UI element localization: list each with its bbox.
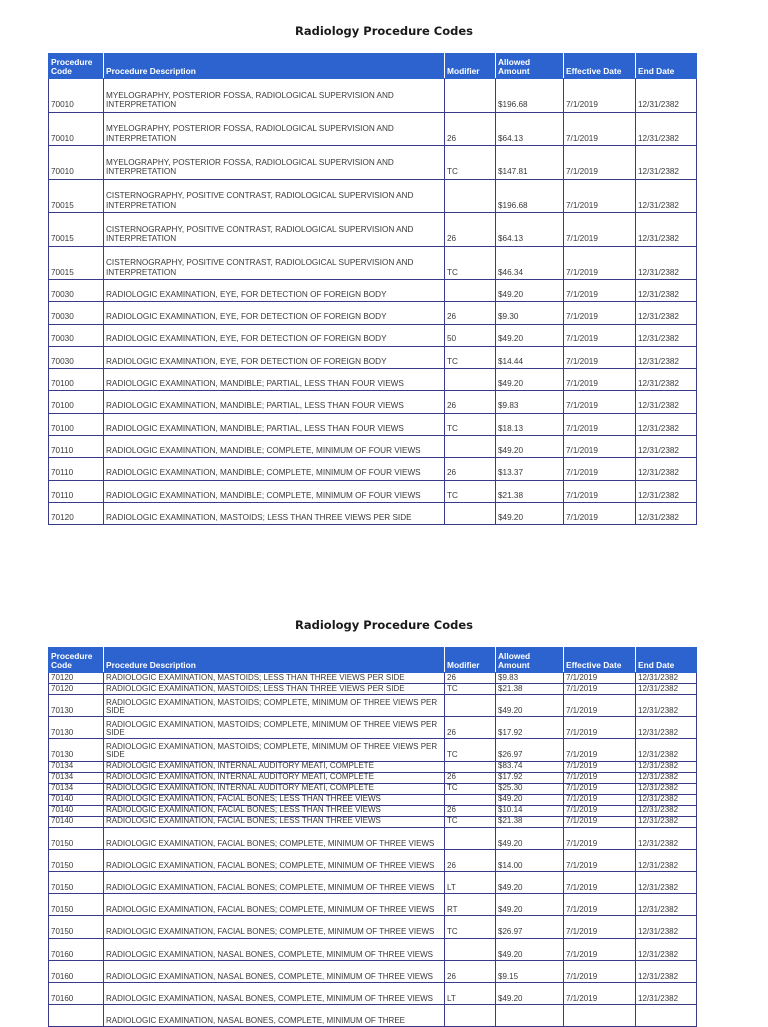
table-row xyxy=(49,960,697,982)
cell-allowed-amount: $9.83 xyxy=(496,673,564,684)
cell-effective-date: 7/1/2019 xyxy=(564,695,636,717)
table-row xyxy=(49,982,697,1004)
cell-end-date: 12/31/2382 xyxy=(636,502,697,524)
cell-end-date: 12/31/2382 xyxy=(636,324,697,346)
cell-effective-date: 7/1/2019 xyxy=(564,213,636,247)
cell-procedure-code: 70015 xyxy=(49,213,104,247)
cell-effective-date: 7/1/2019 xyxy=(564,816,636,827)
cell-modifier: 26 xyxy=(445,960,496,982)
cell-end-date: 12/31/2382 xyxy=(636,938,697,960)
cell-allowed-amount: $9.83 xyxy=(496,391,564,413)
cell-allowed-amount: $49.20 xyxy=(496,502,564,524)
cell-modifier: RT xyxy=(445,894,496,916)
cell-modifier: 26 xyxy=(445,673,496,684)
table-row xyxy=(49,849,697,871)
cell-procedure-description: RADIOLOGIC EXAMINATION, NASAL BONES, COMPLETE, MINIMUM OF THREE VIEWS xyxy=(104,960,445,982)
cell-effective-date: 7/1/2019 xyxy=(564,673,636,684)
cell-effective-date: 7/1/2019 xyxy=(564,179,636,213)
cell-procedure-code: 70134 xyxy=(49,772,104,783)
cell-modifier: TC xyxy=(445,413,496,435)
cell-procedure-code: 70030 xyxy=(49,346,104,368)
table-row xyxy=(49,827,697,849)
cell-procedure-description: MYELOGRAPHY, POSTERIOR FOSSA, RADIOLOGICAL SUPERVISION AND INTERPRETATION xyxy=(104,146,445,180)
cell-effective-date: 7/1/2019 xyxy=(564,805,636,816)
cell-modifier xyxy=(445,179,496,213)
table-row xyxy=(49,324,697,346)
cell-modifier: 26 xyxy=(445,717,496,739)
cell-effective-date: 7/1/2019 xyxy=(564,794,636,805)
cell-allowed-amount: $25.30 xyxy=(496,783,564,794)
cell-procedure-code: 70015 xyxy=(49,179,104,213)
cell-allowed-amount: $46.34 xyxy=(496,246,564,280)
cell-end-date: 12/31/2382 xyxy=(636,783,697,794)
cell-allowed-amount: $21.38 xyxy=(496,480,564,502)
cell-allowed-amount: $49.20 xyxy=(496,436,564,458)
cell-procedure-code: 70030 xyxy=(49,302,104,324)
cell-modifier xyxy=(445,280,496,302)
cell-modifier xyxy=(445,1005,496,1027)
cell-effective-date: 7/1/2019 xyxy=(564,480,636,502)
cell-procedure-description: RADIOLOGIC EXAMINATION, MASTOIDS; LESS THAN THREE VIEWS PER SIDE xyxy=(104,673,445,684)
cell-effective-date: 7/1/2019 xyxy=(564,146,636,180)
cell-end-date: 12/31/2382 xyxy=(636,871,697,893)
header-effective-date: Effective Date xyxy=(564,648,636,673)
cell-end-date: 12/31/2382 xyxy=(636,772,697,783)
cell-effective-date: 7/1/2019 xyxy=(564,246,636,280)
page-title: Radiology Procedure Codes xyxy=(295,618,473,632)
cell-effective-date: 7/1/2019 xyxy=(564,458,636,480)
cell-procedure-code: 70150 xyxy=(49,849,104,871)
cell-modifier xyxy=(445,436,496,458)
table-row xyxy=(49,246,697,280)
cell-procedure-code: 70120 xyxy=(49,673,104,684)
cell-effective-date: 7/1/2019 xyxy=(564,369,636,391)
cell-end-date: 12/31/2382 xyxy=(636,179,697,213)
table-row xyxy=(49,938,697,960)
cell-procedure-description: RADIOLOGIC EXAMINATION, MASTOIDS; COMPLETE, MINIMUM OF THREE VIEWS PER SIDE xyxy=(104,717,445,739)
cell-modifier: 26 xyxy=(445,391,496,413)
cell-allowed-amount: $10.14 xyxy=(496,805,564,816)
cell-procedure-code: 70110 xyxy=(49,458,104,480)
cell-allowed-amount: $49.20 xyxy=(496,938,564,960)
cell-procedure-description: RADIOLOGIC EXAMINATION, FACIAL BONES; COMPLETE, MINIMUM OF THREE VIEWS xyxy=(104,849,445,871)
cell-effective-date: 7/1/2019 xyxy=(564,79,636,113)
cell-effective-date: 7/1/2019 xyxy=(564,761,636,772)
cell-procedure-description: RADIOLOGIC EXAMINATION, MANDIBLE; COMPLETE, MINIMUM OF FOUR VIEWS xyxy=(104,480,445,502)
cell-modifier: TC xyxy=(445,739,496,761)
table-row xyxy=(49,673,697,684)
table-row xyxy=(49,79,697,113)
cell-effective-date: 7/1/2019 xyxy=(564,916,636,938)
cell-end-date: 12/31/2382 xyxy=(636,827,697,849)
cell-modifier: TC xyxy=(445,916,496,938)
cell-effective-date: 7/1/2019 xyxy=(564,982,636,1004)
cell-effective-date: 7/1/2019 xyxy=(564,783,636,794)
cell-allowed-amount: $64.13 xyxy=(496,213,564,247)
cell-modifier xyxy=(445,695,496,717)
cell-modifier: 26 xyxy=(445,458,496,480)
table-row xyxy=(49,280,697,302)
cell-end-date: 12/31/2382 xyxy=(636,302,697,324)
table-row xyxy=(49,894,697,916)
header-procedure-code: Procedure Code xyxy=(49,54,104,79)
cell-end-date: 12/31/2382 xyxy=(636,916,697,938)
cell-procedure-description: RADIOLOGIC EXAMINATION, MANDIBLE; COMPLETE, MINIMUM OF FOUR VIEWS xyxy=(104,436,445,458)
cell-allowed-amount: $13.37 xyxy=(496,458,564,480)
cell-modifier: 26 xyxy=(445,302,496,324)
table-row xyxy=(49,302,697,324)
cell-modifier: TC xyxy=(445,783,496,794)
cell-end-date: 12/31/2382 xyxy=(636,391,697,413)
cell-procedure-description: RADIOLOGIC EXAMINATION, MASTOIDS; LESS THAN THREE VIEWS PER SIDE xyxy=(104,684,445,695)
table-row xyxy=(49,346,697,368)
cell-end-date: 12/31/2382 xyxy=(636,246,697,280)
cell-procedure-description: CISTERNOGRAPHY, POSITIVE CONTRAST, RADIOLOGICAL SUPERVISION AND INTERPRETATION xyxy=(104,246,445,280)
cell-effective-date: 7/1/2019 xyxy=(564,112,636,146)
cell-procedure-code: 70160 xyxy=(49,982,104,1004)
cell-effective-date: 7/1/2019 xyxy=(564,938,636,960)
cell-effective-date: 7/1/2019 xyxy=(564,346,636,368)
cell-allowed-amount: $83.74 xyxy=(496,761,564,772)
cell-procedure-description: RADIOLOGIC EXAMINATION, EYE, FOR DETECTION OF FOREIGN BODY xyxy=(104,280,445,302)
cell-procedure-description: RADIOLOGIC EXAMINATION, INTERNAL AUDITORY MEATI, COMPLETE xyxy=(104,772,445,783)
cell-procedure-description: RADIOLOGIC EXAMINATION, MANDIBLE; PARTIAL, LESS THAN FOUR VIEWS xyxy=(104,369,445,391)
header-allowed-amount: Allowed Amount xyxy=(496,648,564,673)
table-row xyxy=(49,213,697,247)
cell-modifier xyxy=(445,827,496,849)
cell-modifier: 26 xyxy=(445,805,496,816)
cell-procedure-code: 70140 xyxy=(49,794,104,805)
cell-allowed-amount: $17.92 xyxy=(496,717,564,739)
cell-effective-date: 7/1/2019 xyxy=(564,849,636,871)
cell-procedure-code: 70150 xyxy=(49,916,104,938)
table-row xyxy=(49,1005,697,1027)
cell-effective-date: 7/1/2019 xyxy=(564,302,636,324)
cell-procedure-code: 70110 xyxy=(49,480,104,502)
cell-effective-date: 7/1/2019 xyxy=(564,436,636,458)
cell-allowed-amount: $196.68 xyxy=(496,79,564,113)
cell-end-date: 12/31/2382 xyxy=(636,280,697,302)
cell-procedure-description: CISTERNOGRAPHY, POSITIVE CONTRAST, RADIOLOGICAL SUPERVISION AND INTERPRETATION xyxy=(104,213,445,247)
cell-end-date: 12/31/2382 xyxy=(636,684,697,695)
cell-allowed-amount: $49.20 xyxy=(496,695,564,717)
cell-effective-date: 7/1/2019 xyxy=(564,894,636,916)
cell-procedure-description: RADIOLOGIC EXAMINATION, EYE, FOR DETECTION OF FOREIGN BODY xyxy=(104,302,445,324)
cell-procedure-description: RADIOLOGIC EXAMINATION, MANDIBLE; PARTIAL, LESS THAN FOUR VIEWS xyxy=(104,391,445,413)
cell-effective-date: 7/1/2019 xyxy=(564,827,636,849)
table-row xyxy=(49,717,697,739)
table-header-row xyxy=(49,648,697,673)
cell-allowed-amount: $196.68 xyxy=(496,179,564,213)
cell-procedure-description: RADIOLOGIC EXAMINATION, INTERNAL AUDITORY MEATI, COMPLETE xyxy=(104,783,445,794)
cell-effective-date: 7/1/2019 xyxy=(564,960,636,982)
table-row xyxy=(49,761,697,772)
cell-allowed-amount: $49.20 xyxy=(496,794,564,805)
table-row xyxy=(49,772,697,783)
cell-procedure-code: 70100 xyxy=(49,413,104,435)
table-row xyxy=(49,695,697,717)
cell-procedure-code: 70120 xyxy=(49,684,104,695)
table-row xyxy=(49,816,697,827)
table-row xyxy=(49,794,697,805)
cell-effective-date: 7/1/2019 xyxy=(564,717,636,739)
cell-procedure-code: 70120 xyxy=(49,502,104,524)
cell-procedure-description: RADIOLOGIC EXAMINATION, FACIAL BONES; COMPLETE, MINIMUM OF THREE VIEWS xyxy=(104,916,445,938)
cell-effective-date: 7/1/2019 xyxy=(564,502,636,524)
cell-allowed-amount: $49.20 xyxy=(496,324,564,346)
cell-allowed-amount: $49.20 xyxy=(496,827,564,849)
cell-allowed-amount: $17.92 xyxy=(496,772,564,783)
cell-allowed-amount xyxy=(496,1005,564,1027)
cell-procedure-code: 70010 xyxy=(49,146,104,180)
header-procedure-description: Procedure Description xyxy=(104,54,445,79)
cell-end-date: 12/31/2382 xyxy=(636,369,697,391)
table-row xyxy=(49,684,697,695)
cell-procedure-description: RADIOLOGIC EXAMINATION, EYE, FOR DETECTION OF FOREIGN BODY xyxy=(104,324,445,346)
cell-end-date: 12/31/2382 xyxy=(636,894,697,916)
cell-end-date: 12/31/2382 xyxy=(636,79,697,113)
cell-procedure-description: RADIOLOGIC EXAMINATION, MASTOIDS; LESS THAN THREE VIEWS PER SIDE xyxy=(104,502,445,524)
table-header-row xyxy=(49,54,697,79)
header-procedure-code: Procedure Code xyxy=(49,648,104,673)
table-row xyxy=(49,146,697,180)
cell-modifier xyxy=(445,938,496,960)
cell-procedure-code: 70150 xyxy=(49,894,104,916)
header-procedure-description: Procedure Description xyxy=(104,648,445,673)
cell-procedure-code: 70134 xyxy=(49,783,104,794)
cell-procedure-description: RADIOLOGIC EXAMINATION, EYE, FOR DETECTION OF FOREIGN BODY xyxy=(104,346,445,368)
cell-procedure-code: 70030 xyxy=(49,280,104,302)
cell-allowed-amount: $26.97 xyxy=(496,916,564,938)
cell-procedure-description: MYELOGRAPHY, POSTERIOR FOSSA, RADIOLOGICAL SUPERVISION AND INTERPRETATION xyxy=(104,112,445,146)
cell-allowed-amount: $49.20 xyxy=(496,369,564,391)
cell-end-date: 12/31/2382 xyxy=(636,695,697,717)
cell-procedure-code: 70130 xyxy=(49,739,104,761)
cell-modifier xyxy=(445,502,496,524)
cell-procedure-description: RADIOLOGIC EXAMINATION, NASAL BONES, COMPLETE, MINIMUM OF THREE VIEWS xyxy=(104,938,445,960)
cell-end-date: 12/31/2382 xyxy=(636,458,697,480)
cell-procedure-code xyxy=(49,1005,104,1027)
cell-procedure-description: RADIOLOGIC EXAMINATION, INTERNAL AUDITORY MEATI, COMPLETE xyxy=(104,761,445,772)
cell-procedure-description: RADIOLOGIC EXAMINATION, FACIAL BONES; LESS THAN THREE VIEWS xyxy=(104,816,445,827)
cell-procedure-description: RADIOLOGIC EXAMINATION, MASTOIDS; COMPLETE, MINIMUM OF THREE VIEWS PER SIDE xyxy=(104,739,445,761)
cell-procedure-code: 70160 xyxy=(49,938,104,960)
cell-allowed-amount: $64.13 xyxy=(496,112,564,146)
cell-procedure-code: 70140 xyxy=(49,816,104,827)
cell-modifier xyxy=(445,79,496,113)
cell-allowed-amount: $14.44 xyxy=(496,346,564,368)
cell-allowed-amount: $26.97 xyxy=(496,739,564,761)
cell-procedure-code: 70130 xyxy=(49,717,104,739)
cell-procedure-description: RADIOLOGIC EXAMINATION, NASAL BONES, COMPLETE, MINIMUM OF THREE xyxy=(104,1005,445,1027)
cell-modifier: 50 xyxy=(445,324,496,346)
table-row xyxy=(49,805,697,816)
cell-procedure-code: 70150 xyxy=(49,871,104,893)
cell-end-date: 12/31/2382 xyxy=(636,346,697,368)
cell-procedure-code: 70100 xyxy=(49,369,104,391)
cell-effective-date: 7/1/2019 xyxy=(564,413,636,435)
cell-modifier: TC xyxy=(445,246,496,280)
cell-end-date: 12/31/2382 xyxy=(636,761,697,772)
cell-modifier: TC xyxy=(445,816,496,827)
cell-procedure-code: 70140 xyxy=(49,805,104,816)
cell-modifier: TC xyxy=(445,146,496,180)
cell-modifier: TC xyxy=(445,480,496,502)
cell-end-date: 12/31/2382 xyxy=(636,112,697,146)
cell-end-date: 12/31/2382 xyxy=(636,794,697,805)
table-row xyxy=(49,480,697,502)
procedure-codes-table xyxy=(48,647,697,1027)
cell-modifier xyxy=(445,761,496,772)
cell-effective-date: 7/1/2019 xyxy=(564,684,636,695)
cell-allowed-amount: $14.00 xyxy=(496,849,564,871)
cell-end-date: 12/31/2382 xyxy=(636,413,697,435)
cell-allowed-amount: $49.20 xyxy=(496,982,564,1004)
cell-end-date: 12/31/2382 xyxy=(636,849,697,871)
cell-modifier: 26 xyxy=(445,849,496,871)
cell-end-date xyxy=(636,1005,697,1027)
cell-procedure-description: RADIOLOGIC EXAMINATION, FACIAL BONES; LESS THAN THREE VIEWS xyxy=(104,794,445,805)
cell-allowed-amount: $21.38 xyxy=(496,816,564,827)
header-allowed-amount: Allowed Amount xyxy=(496,54,564,79)
cell-modifier: 26 xyxy=(445,112,496,146)
header-modifier: Modifier xyxy=(445,54,496,79)
cell-procedure-description: RADIOLOGIC EXAMINATION, NASAL BONES, COMPLETE, MINIMUM OF THREE VIEWS xyxy=(104,982,445,1004)
cell-procedure-description: RADIOLOGIC EXAMINATION, FACIAL BONES; COMPLETE, MINIMUM OF THREE VIEWS xyxy=(104,871,445,893)
table-row xyxy=(49,458,697,480)
cell-end-date: 12/31/2382 xyxy=(636,213,697,247)
cell-modifier xyxy=(445,369,496,391)
page-title: Radiology Procedure Codes xyxy=(295,24,473,38)
cell-procedure-description: MYELOGRAPHY, POSTERIOR FOSSA, RADIOLOGICAL SUPERVISION AND INTERPRETATION xyxy=(104,79,445,113)
cell-procedure-description: RADIOLOGIC EXAMINATION, MASTOIDS; COMPLETE, MINIMUM OF THREE VIEWS PER SIDE xyxy=(104,695,445,717)
cell-procedure-code: 70030 xyxy=(49,324,104,346)
cell-allowed-amount: $9.30 xyxy=(496,302,564,324)
cell-end-date: 12/31/2382 xyxy=(636,816,697,827)
procedure-codes-table xyxy=(48,53,697,525)
cell-procedure-code: 70134 xyxy=(49,761,104,772)
cell-end-date: 12/31/2382 xyxy=(636,717,697,739)
cell-effective-date xyxy=(564,1005,636,1027)
cell-procedure-description: CISTERNOGRAPHY, POSITIVE CONTRAST, RADIOLOGICAL SUPERVISION AND INTERPRETATION xyxy=(104,179,445,213)
cell-procedure-code: 70150 xyxy=(49,827,104,849)
cell-procedure-description: RADIOLOGIC EXAMINATION, FACIAL BONES; COMPLETE, MINIMUM OF THREE VIEWS xyxy=(104,827,445,849)
cell-modifier: 26 xyxy=(445,772,496,783)
cell-end-date: 12/31/2382 xyxy=(636,436,697,458)
cell-procedure-code: 70010 xyxy=(49,79,104,113)
cell-modifier: TC xyxy=(445,346,496,368)
cell-effective-date: 7/1/2019 xyxy=(564,739,636,761)
cell-modifier: LT xyxy=(445,982,496,1004)
table-row xyxy=(49,739,697,761)
cell-allowed-amount: $49.20 xyxy=(496,894,564,916)
table-row xyxy=(49,179,697,213)
cell-effective-date: 7/1/2019 xyxy=(564,324,636,346)
cell-procedure-code: 70100 xyxy=(49,391,104,413)
cell-effective-date: 7/1/2019 xyxy=(564,280,636,302)
cell-procedure-code: 70010 xyxy=(49,112,104,146)
cell-end-date: 12/31/2382 xyxy=(636,146,697,180)
table-row xyxy=(49,436,697,458)
cell-end-date: 12/31/2382 xyxy=(636,480,697,502)
cell-effective-date: 7/1/2019 xyxy=(564,391,636,413)
cell-modifier: TC xyxy=(445,684,496,695)
cell-end-date: 12/31/2382 xyxy=(636,805,697,816)
cell-allowed-amount: $147.81 xyxy=(496,146,564,180)
cell-allowed-amount: $49.20 xyxy=(496,280,564,302)
cell-end-date: 12/31/2382 xyxy=(636,673,697,684)
cell-procedure-code: 70110 xyxy=(49,436,104,458)
table-row xyxy=(49,916,697,938)
cell-modifier: 26 xyxy=(445,213,496,247)
table-row xyxy=(49,871,697,893)
header-modifier: Modifier xyxy=(445,648,496,673)
cell-allowed-amount: $18.13 xyxy=(496,413,564,435)
cell-allowed-amount: $9.15 xyxy=(496,960,564,982)
cell-end-date: 12/31/2382 xyxy=(636,739,697,761)
cell-procedure-code: 70130 xyxy=(49,695,104,717)
header-end-date: End Date xyxy=(636,54,697,79)
cell-end-date: 12/31/2382 xyxy=(636,960,697,982)
cell-end-date: 12/31/2382 xyxy=(636,982,697,1004)
table-row xyxy=(49,502,697,524)
header-end-date: End Date xyxy=(636,648,697,673)
cell-procedure-code: 70160 xyxy=(49,960,104,982)
cell-modifier: LT xyxy=(445,871,496,893)
table-row xyxy=(49,413,697,435)
cell-effective-date: 7/1/2019 xyxy=(564,871,636,893)
header-effective-date: Effective Date xyxy=(564,54,636,79)
cell-procedure-description: RADIOLOGIC EXAMINATION, FACIAL BONES; LESS THAN THREE VIEWS xyxy=(104,805,445,816)
cell-procedure-description: RADIOLOGIC EXAMINATION, MANDIBLE; PARTIAL, LESS THAN FOUR VIEWS xyxy=(104,413,445,435)
cell-procedure-description: RADIOLOGIC EXAMINATION, FACIAL BONES; COMPLETE, MINIMUM OF THREE VIEWS xyxy=(104,894,445,916)
cell-allowed-amount: $21.38 xyxy=(496,684,564,695)
cell-allowed-amount: $49.20 xyxy=(496,871,564,893)
table-row xyxy=(49,112,697,146)
cell-procedure-description: RADIOLOGIC EXAMINATION, MANDIBLE; COMPLETE, MINIMUM OF FOUR VIEWS xyxy=(104,458,445,480)
table-row xyxy=(49,369,697,391)
cell-effective-date: 7/1/2019 xyxy=(564,772,636,783)
table-row xyxy=(49,391,697,413)
cell-modifier xyxy=(445,794,496,805)
cell-procedure-code: 70015 xyxy=(49,246,104,280)
table-row xyxy=(49,783,697,794)
